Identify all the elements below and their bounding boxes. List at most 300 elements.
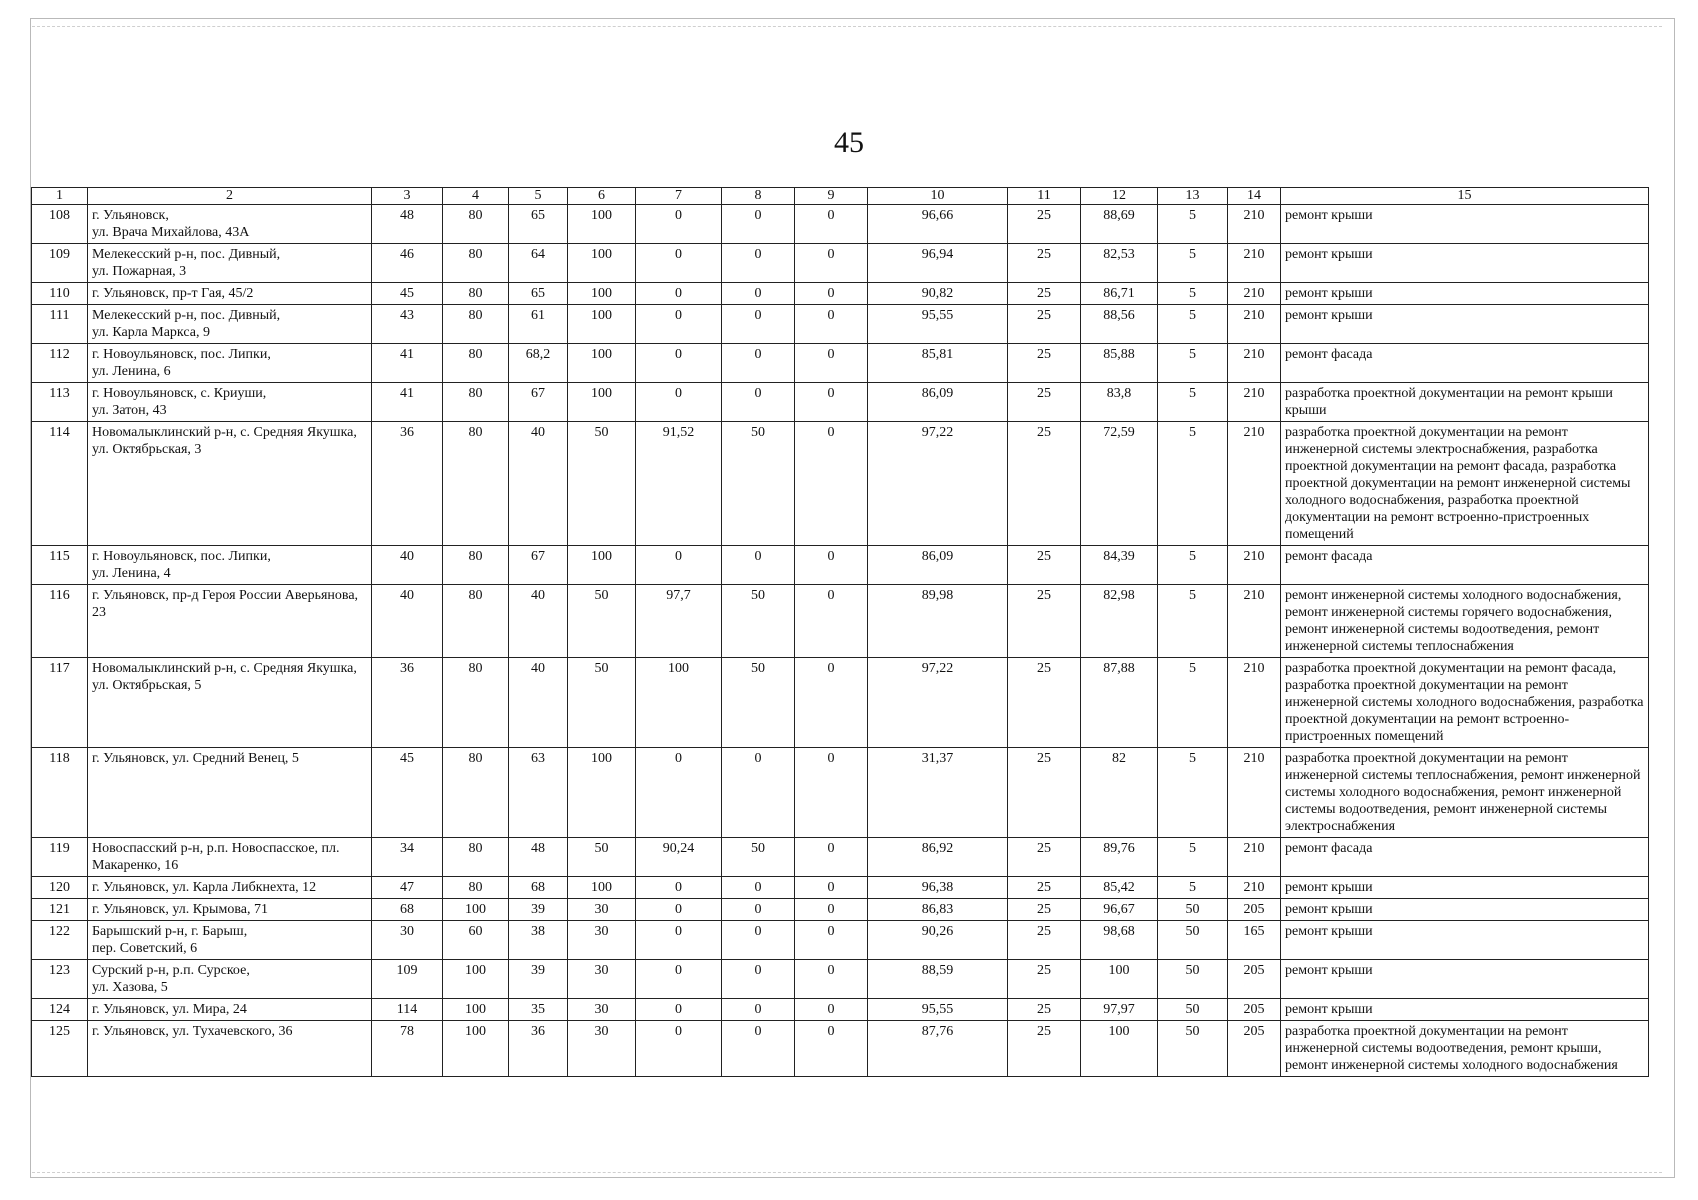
cell-work-type: разработка проектной документации на ремонт крыши крыши xyxy=(1281,383,1649,422)
cell-col-6: 30 xyxy=(568,960,636,999)
column-header-9: 9 xyxy=(795,188,868,205)
cell-col-6: 50 xyxy=(568,422,636,546)
cell-work-type: ремонт крыши xyxy=(1281,877,1649,899)
cell-col-4: 80 xyxy=(443,344,509,383)
cell-col-5: 64 xyxy=(509,244,568,283)
cell-col-6: 50 xyxy=(568,585,636,658)
scan-border-bottom xyxy=(32,1172,1662,1173)
cell-col-14: 210 xyxy=(1228,658,1281,748)
cell-col-6: 50 xyxy=(568,838,636,877)
table-body xyxy=(32,205,1649,1077)
cell-work-type: ремонт крыши xyxy=(1281,205,1649,244)
table-row xyxy=(32,1021,1649,1077)
column-header-12: 12 xyxy=(1081,188,1158,205)
cell-col-3: 43 xyxy=(372,305,443,344)
cell-col-14: 210 xyxy=(1228,422,1281,546)
cell-col-8: 0 xyxy=(722,748,795,838)
cell-row-number: 109 xyxy=(32,244,88,283)
cell-address: г. Ульяновск, ул. Карла Либкнехта, 12 xyxy=(88,877,372,899)
cell-col-13: 5 xyxy=(1158,422,1228,546)
cell-col-7: 0 xyxy=(636,383,722,422)
cell-col-5: 40 xyxy=(509,422,568,546)
cell-col-5: 61 xyxy=(509,305,568,344)
cell-col-13: 5 xyxy=(1158,305,1228,344)
cell-col-13: 5 xyxy=(1158,383,1228,422)
cell-col-7: 0 xyxy=(636,877,722,899)
cell-row-number: 114 xyxy=(32,422,88,546)
cell-col-11: 25 xyxy=(1008,305,1081,344)
table-row xyxy=(32,283,1649,305)
cell-col-12: 82,98 xyxy=(1081,585,1158,658)
cell-col-8: 0 xyxy=(722,383,795,422)
cell-col-11: 25 xyxy=(1008,422,1081,546)
cell-col-11: 25 xyxy=(1008,344,1081,383)
cell-col-6: 30 xyxy=(568,1021,636,1077)
cell-col-13: 50 xyxy=(1158,921,1228,960)
cell-col-13: 5 xyxy=(1158,748,1228,838)
cell-col-3: 47 xyxy=(372,877,443,899)
cell-col-14: 210 xyxy=(1228,305,1281,344)
cell-col-10: 86,09 xyxy=(868,546,1008,585)
cell-work-type: ремонт фасада xyxy=(1281,838,1649,877)
cell-col-4: 80 xyxy=(443,305,509,344)
cell-col-10: 86,92 xyxy=(868,838,1008,877)
cell-col-12: 98,68 xyxy=(1081,921,1158,960)
cell-col-7: 0 xyxy=(636,283,722,305)
cell-address: Новомалыклинский р-н, с. Средняя Якушка, ул. Октябрьская, 5 xyxy=(88,658,372,748)
cell-col-5: 68,2 xyxy=(509,344,568,383)
cell-col-10: 31,37 xyxy=(868,748,1008,838)
cell-col-14: 210 xyxy=(1228,383,1281,422)
cell-col-9: 0 xyxy=(795,383,868,422)
cell-col-8: 0 xyxy=(722,305,795,344)
table-row xyxy=(32,205,1649,244)
cell-col-14: 205 xyxy=(1228,960,1281,999)
cell-row-number: 115 xyxy=(32,546,88,585)
cell-col-3: 36 xyxy=(372,658,443,748)
cell-col-11: 25 xyxy=(1008,205,1081,244)
cell-col-8: 0 xyxy=(722,999,795,1021)
cell-col-9: 0 xyxy=(795,921,868,960)
cell-work-type: разработка проектной документации на ремонт инженерной системы теплоснабжения, ремонт инженерной системы холодного водоснабжения, ремонт инженерной системы водоотведения, ремонт инженерной системы электроснабжения xyxy=(1281,748,1649,838)
cell-col-8: 0 xyxy=(722,546,795,585)
cell-col-3: 45 xyxy=(372,283,443,305)
cell-col-5: 48 xyxy=(509,838,568,877)
table-row xyxy=(32,422,1649,546)
cell-col-6: 100 xyxy=(568,546,636,585)
table-row xyxy=(32,383,1649,422)
cell-col-9: 0 xyxy=(795,899,868,921)
cell-col-5: 40 xyxy=(509,658,568,748)
cell-col-13: 5 xyxy=(1158,244,1228,283)
table-row xyxy=(32,305,1649,344)
table-row xyxy=(32,960,1649,999)
cell-col-3: 41 xyxy=(372,383,443,422)
cell-col-7: 90,24 xyxy=(636,838,722,877)
column-header-15: 15 xyxy=(1281,188,1649,205)
cell-col-4: 100 xyxy=(443,960,509,999)
cell-col-14: 210 xyxy=(1228,748,1281,838)
cell-col-6: 100 xyxy=(568,205,636,244)
column-header-8: 8 xyxy=(722,188,795,205)
cell-row-number: 125 xyxy=(32,1021,88,1077)
cell-address: г. Новоульяновск, пос. Липки, ул. Ленина, 6 xyxy=(88,344,372,383)
cell-col-5: 67 xyxy=(509,546,568,585)
cell-row-number: 110 xyxy=(32,283,88,305)
cell-col-6: 100 xyxy=(568,383,636,422)
cell-col-3: 46 xyxy=(372,244,443,283)
cell-col-9: 0 xyxy=(795,960,868,999)
cell-col-11: 25 xyxy=(1008,960,1081,999)
cell-col-3: 41 xyxy=(372,344,443,383)
cell-col-11: 25 xyxy=(1008,283,1081,305)
cell-row-number: 112 xyxy=(32,344,88,383)
cell-col-6: 100 xyxy=(568,305,636,344)
cell-col-12: 85,88 xyxy=(1081,344,1158,383)
cell-address: г. Ульяновск, пр-д Героя России Аверьянова, 23 xyxy=(88,585,372,658)
cell-col-8: 0 xyxy=(722,899,795,921)
cell-col-4: 100 xyxy=(443,899,509,921)
cell-col-4: 80 xyxy=(443,658,509,748)
scan-border-top xyxy=(32,26,1662,27)
cell-col-5: 39 xyxy=(509,960,568,999)
cell-work-type: ремонт крыши xyxy=(1281,244,1649,283)
table-row xyxy=(32,344,1649,383)
cell-address: Сурский р-н, р.п. Сурское, ул. Хазова, 5 xyxy=(88,960,372,999)
cell-col-6: 30 xyxy=(568,899,636,921)
table-row xyxy=(32,899,1649,921)
column-header-4: 4 xyxy=(443,188,509,205)
cell-col-9: 0 xyxy=(795,1021,868,1077)
cell-col-9: 0 xyxy=(795,585,868,658)
cell-col-10: 97,22 xyxy=(868,422,1008,546)
cell-col-11: 25 xyxy=(1008,1021,1081,1077)
column-header-2: 2 xyxy=(88,188,372,205)
cell-address: Мелекесский р-н, пос. Дивный, ул. Карла Маркса, 9 xyxy=(88,305,372,344)
cell-work-type: ремонт фасада xyxy=(1281,546,1649,585)
cell-work-type: разработка проектной документации на ремонт инженерной системы электроснабжения, разработка проектной документации на ремонт фасада, разработка проектной документации на ремонт инженерной системы холодного водоснабжения, разработка проектной документации на ремонт встроенно-пристроенных помещений xyxy=(1281,422,1649,546)
cell-col-3: 30 xyxy=(372,921,443,960)
cell-col-13: 5 xyxy=(1158,283,1228,305)
cell-col-14: 165 xyxy=(1228,921,1281,960)
cell-col-6: 30 xyxy=(568,921,636,960)
cell-work-type: разработка проектной документации на ремонт инженерной системы водоотведения, ремонт крыши, ремонт инженерной системы холодного водоснабжения xyxy=(1281,1021,1649,1077)
cell-col-9: 0 xyxy=(795,422,868,546)
cell-col-4: 80 xyxy=(443,748,509,838)
cell-col-11: 25 xyxy=(1008,748,1081,838)
cell-col-8: 0 xyxy=(722,205,795,244)
cell-row-number: 116 xyxy=(32,585,88,658)
cell-col-7: 91,52 xyxy=(636,422,722,546)
cell-col-7: 0 xyxy=(636,205,722,244)
cell-col-9: 0 xyxy=(795,344,868,383)
cell-col-6: 100 xyxy=(568,244,636,283)
cell-address: г. Новоульяновск, пос. Липки, ул. Ленина, 4 xyxy=(88,546,372,585)
cell-col-11: 25 xyxy=(1008,899,1081,921)
cell-col-12: 82 xyxy=(1081,748,1158,838)
cell-col-11: 25 xyxy=(1008,921,1081,960)
cell-col-7: 0 xyxy=(636,244,722,283)
cell-col-10: 86,83 xyxy=(868,899,1008,921)
cell-row-number: 117 xyxy=(32,658,88,748)
cell-col-10: 86,09 xyxy=(868,383,1008,422)
cell-col-4: 100 xyxy=(443,1021,509,1077)
cell-col-11: 25 xyxy=(1008,877,1081,899)
cell-col-5: 68 xyxy=(509,877,568,899)
cell-col-13: 50 xyxy=(1158,899,1228,921)
cell-col-10: 96,66 xyxy=(868,205,1008,244)
cell-col-3: 40 xyxy=(372,585,443,658)
cell-col-14: 210 xyxy=(1228,838,1281,877)
cell-col-14: 205 xyxy=(1228,1021,1281,1077)
cell-col-6: 100 xyxy=(568,283,636,305)
cell-col-4: 80 xyxy=(443,383,509,422)
cell-col-9: 0 xyxy=(795,877,868,899)
cell-col-7: 0 xyxy=(636,960,722,999)
cell-col-12: 85,42 xyxy=(1081,877,1158,899)
cell-work-type: ремонт инженерной системы холодного водоснабжения, ремонт инженерной системы горячего водоснабжения, ремонт инженерной системы водоотведения, ремонт инженерной системы теплоснабжения xyxy=(1281,585,1649,658)
column-header-11: 11 xyxy=(1008,188,1081,205)
cell-col-9: 0 xyxy=(795,838,868,877)
cell-col-7: 0 xyxy=(636,899,722,921)
cell-address: г. Новоульяновск, с. Криуши, ул. Затон, 43 xyxy=(88,383,372,422)
cell-col-4: 80 xyxy=(443,422,509,546)
cell-address: Мелекесский р-н, пос. Дивный, ул. Пожарная, 3 xyxy=(88,244,372,283)
cell-address: г. Ульяновск, ул. Средний Венец, 5 xyxy=(88,748,372,838)
table-row xyxy=(32,748,1649,838)
cell-address: Новоспасский р-н, р.п. Новоспасское, пл. Макаренко, 16 xyxy=(88,838,372,877)
cell-row-number: 120 xyxy=(32,877,88,899)
column-header-5: 5 xyxy=(509,188,568,205)
cell-col-8: 50 xyxy=(722,658,795,748)
cell-col-9: 0 xyxy=(795,658,868,748)
cell-col-5: 63 xyxy=(509,748,568,838)
cell-col-3: 48 xyxy=(372,205,443,244)
cell-row-number: 118 xyxy=(32,748,88,838)
cell-address: г. Ульяновск, ул. Врача Михайлова, 43А xyxy=(88,205,372,244)
cell-col-11: 25 xyxy=(1008,546,1081,585)
cell-col-13: 50 xyxy=(1158,999,1228,1021)
buildings-table xyxy=(31,187,1649,1077)
cell-col-13: 5 xyxy=(1158,877,1228,899)
cell-col-13: 5 xyxy=(1158,838,1228,877)
column-header-7: 7 xyxy=(636,188,722,205)
cell-col-6: 100 xyxy=(568,877,636,899)
cell-col-9: 0 xyxy=(795,999,868,1021)
column-header-13: 13 xyxy=(1158,188,1228,205)
cell-col-4: 80 xyxy=(443,283,509,305)
cell-col-7: 0 xyxy=(636,344,722,383)
cell-col-14: 210 xyxy=(1228,205,1281,244)
cell-col-10: 89,98 xyxy=(868,585,1008,658)
cell-col-5: 65 xyxy=(509,283,568,305)
cell-col-9: 0 xyxy=(795,205,868,244)
cell-col-9: 0 xyxy=(795,305,868,344)
cell-col-4: 80 xyxy=(443,546,509,585)
cell-col-10: 96,94 xyxy=(868,244,1008,283)
cell-col-11: 25 xyxy=(1008,244,1081,283)
cell-col-12: 86,71 xyxy=(1081,283,1158,305)
cell-col-12: 89,76 xyxy=(1081,838,1158,877)
cell-work-type: ремонт крыши xyxy=(1281,921,1649,960)
cell-col-4: 100 xyxy=(443,999,509,1021)
cell-col-4: 80 xyxy=(443,244,509,283)
table-row xyxy=(32,546,1649,585)
cell-col-12: 97,97 xyxy=(1081,999,1158,1021)
cell-work-type: ремонт крыши xyxy=(1281,899,1649,921)
cell-row-number: 124 xyxy=(32,999,88,1021)
cell-col-7: 0 xyxy=(636,546,722,585)
column-header-6: 6 xyxy=(568,188,636,205)
cell-col-12: 100 xyxy=(1081,1021,1158,1077)
cell-col-12: 96,67 xyxy=(1081,899,1158,921)
cell-col-12: 87,88 xyxy=(1081,658,1158,748)
column-header-3: 3 xyxy=(372,188,443,205)
cell-col-14: 210 xyxy=(1228,244,1281,283)
cell-col-9: 0 xyxy=(795,546,868,585)
table-row xyxy=(32,999,1649,1021)
cell-col-11: 25 xyxy=(1008,658,1081,748)
cell-col-4: 80 xyxy=(443,838,509,877)
cell-col-8: 50 xyxy=(722,585,795,658)
cell-col-3: 45 xyxy=(372,748,443,838)
cell-col-12: 72,59 xyxy=(1081,422,1158,546)
cell-col-14: 210 xyxy=(1228,546,1281,585)
cell-col-8: 0 xyxy=(722,1021,795,1077)
cell-row-number: 121 xyxy=(32,899,88,921)
cell-col-11: 25 xyxy=(1008,838,1081,877)
cell-col-3: 34 xyxy=(372,838,443,877)
cell-col-10: 96,38 xyxy=(868,877,1008,899)
cell-col-8: 0 xyxy=(722,921,795,960)
cell-col-8: 0 xyxy=(722,283,795,305)
cell-col-4: 60 xyxy=(443,921,509,960)
table-row xyxy=(32,838,1649,877)
column-header-1: 1 xyxy=(32,188,88,205)
cell-col-6: 100 xyxy=(568,344,636,383)
cell-work-type: разработка проектной документации на ремонт фасада, разработка проектной документации на ремонт инженерной системы холодного водоснабжения, разработка проектной документации на ремонт встроенно-пристроенных помещений xyxy=(1281,658,1649,748)
cell-address: Барышский р-н, г. Барыш, пер. Советский, 6 xyxy=(88,921,372,960)
cell-col-3: 114 xyxy=(372,999,443,1021)
cell-col-4: 80 xyxy=(443,877,509,899)
cell-col-10: 97,22 xyxy=(868,658,1008,748)
cell-col-7: 0 xyxy=(636,1021,722,1077)
cell-col-10: 90,82 xyxy=(868,283,1008,305)
cell-work-type: ремонт крыши xyxy=(1281,960,1649,999)
cell-col-8: 0 xyxy=(722,244,795,283)
cell-col-13: 5 xyxy=(1158,205,1228,244)
cell-col-8: 0 xyxy=(722,877,795,899)
cell-col-3: 40 xyxy=(372,546,443,585)
table-row xyxy=(32,877,1649,899)
cell-col-5: 67 xyxy=(509,383,568,422)
cell-col-3: 36 xyxy=(372,422,443,546)
cell-col-11: 25 xyxy=(1008,999,1081,1021)
cell-work-type: ремонт крыши xyxy=(1281,999,1649,1021)
cell-col-7: 0 xyxy=(636,305,722,344)
page-number: 45 xyxy=(834,126,864,159)
cell-col-14: 210 xyxy=(1228,585,1281,658)
cell-col-3: 109 xyxy=(372,960,443,999)
cell-address: г. Ульяновск, ул. Мира, 24 xyxy=(88,999,372,1021)
cell-col-6: 100 xyxy=(568,748,636,838)
cell-col-3: 78 xyxy=(372,1021,443,1077)
cell-col-5: 36 xyxy=(509,1021,568,1077)
cell-col-5: 38 xyxy=(509,921,568,960)
cell-col-8: 0 xyxy=(722,960,795,999)
cell-col-5: 65 xyxy=(509,205,568,244)
cell-col-7: 97,7 xyxy=(636,585,722,658)
cell-col-6: 50 xyxy=(568,658,636,748)
cell-col-11: 25 xyxy=(1008,585,1081,658)
cell-col-5: 35 xyxy=(509,999,568,1021)
cell-col-6: 30 xyxy=(568,999,636,1021)
cell-col-5: 40 xyxy=(509,585,568,658)
cell-row-number: 119 xyxy=(32,838,88,877)
cell-col-10: 88,59 xyxy=(868,960,1008,999)
column-header-14: 14 xyxy=(1228,188,1281,205)
cell-col-14: 205 xyxy=(1228,999,1281,1021)
cell-col-7: 0 xyxy=(636,748,722,838)
cell-row-number: 108 xyxy=(32,205,88,244)
cell-col-13: 5 xyxy=(1158,585,1228,658)
cell-col-13: 5 xyxy=(1158,658,1228,748)
cell-col-13: 50 xyxy=(1158,960,1228,999)
cell-col-14: 205 xyxy=(1228,899,1281,921)
cell-col-10: 95,55 xyxy=(868,999,1008,1021)
cell-col-7: 0 xyxy=(636,999,722,1021)
cell-work-type: ремонт фасада xyxy=(1281,344,1649,383)
cell-col-3: 68 xyxy=(372,899,443,921)
header-row xyxy=(32,188,1649,205)
cell-work-type: ремонт крыши xyxy=(1281,305,1649,344)
cell-col-7: 0 xyxy=(636,921,722,960)
cell-col-14: 210 xyxy=(1228,877,1281,899)
cell-address: Новомалыклинский р-н, с. Средняя Якушка, ул. Октябрьская, 3 xyxy=(88,422,372,546)
cell-col-8: 50 xyxy=(722,838,795,877)
cell-col-5: 39 xyxy=(509,899,568,921)
cell-col-12: 84,39 xyxy=(1081,546,1158,585)
cell-col-10: 85,81 xyxy=(868,344,1008,383)
cell-col-10: 87,76 xyxy=(868,1021,1008,1077)
cell-col-4: 80 xyxy=(443,585,509,658)
cell-col-11: 25 xyxy=(1008,383,1081,422)
cell-col-8: 50 xyxy=(722,422,795,546)
column-header-10: 10 xyxy=(868,188,1008,205)
cell-col-12: 83,8 xyxy=(1081,383,1158,422)
cell-col-9: 0 xyxy=(795,244,868,283)
cell-col-12: 82,53 xyxy=(1081,244,1158,283)
cell-work-type: ремонт крыши xyxy=(1281,283,1649,305)
table-row xyxy=(32,244,1649,283)
cell-col-4: 80 xyxy=(443,205,509,244)
table-row xyxy=(32,585,1649,658)
cell-row-number: 123 xyxy=(32,960,88,999)
cell-col-10: 95,55 xyxy=(868,305,1008,344)
cell-address: г. Ульяновск, ул. Тухачевского, 36 xyxy=(88,1021,372,1077)
cell-col-9: 0 xyxy=(795,283,868,305)
cell-col-13: 5 xyxy=(1158,344,1228,383)
cell-col-12: 100 xyxy=(1081,960,1158,999)
cell-col-14: 210 xyxy=(1228,344,1281,383)
cell-col-8: 0 xyxy=(722,344,795,383)
cell-col-10: 90,26 xyxy=(868,921,1008,960)
table-row xyxy=(32,658,1649,748)
cell-col-13: 50 xyxy=(1158,1021,1228,1077)
cell-col-14: 210 xyxy=(1228,283,1281,305)
cell-col-13: 5 xyxy=(1158,546,1228,585)
cell-row-number: 122 xyxy=(32,921,88,960)
